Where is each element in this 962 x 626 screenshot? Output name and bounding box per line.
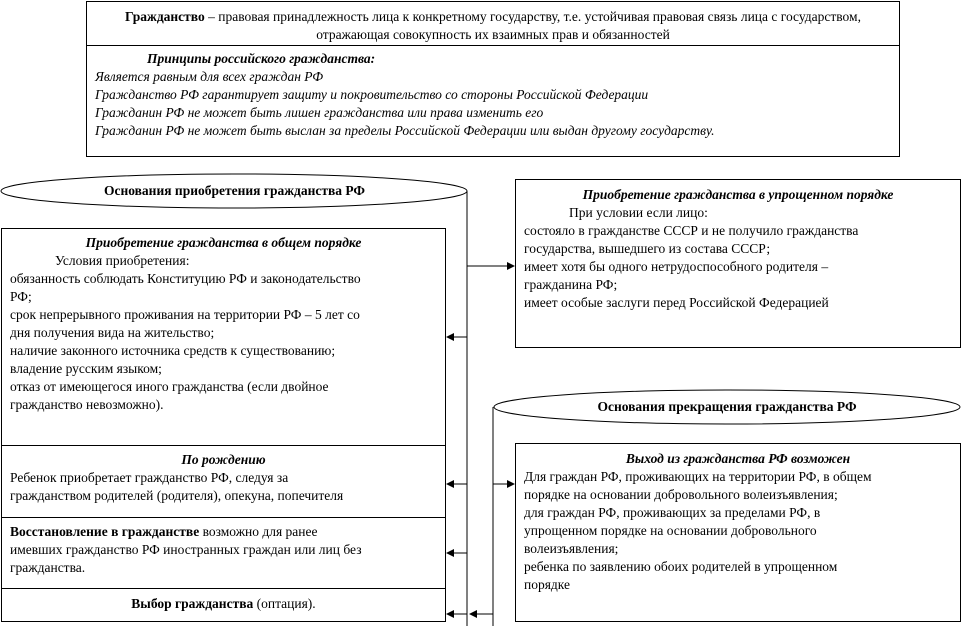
simplified-acquisition-box xyxy=(515,179,961,348)
birth-line: гражданством родителей (родителя), опекуна, попечителя xyxy=(10,488,344,503)
exit-line: волеизъявления; xyxy=(524,541,619,556)
simplified-line: государства, вышедшего из состава СССР; xyxy=(524,241,771,256)
general-line: срок непрерывного проживания на территории РФ – 5 лет со xyxy=(10,307,360,322)
general-acquisition-column xyxy=(1,228,446,622)
definition-term: Гражданство xyxy=(125,9,205,24)
restoration-title: Восстановление в гражданстве xyxy=(10,524,200,539)
acquisition-header: Основания приобретения гражданства РФ xyxy=(103,183,366,198)
simplified-line: имеет особые заслуги перед Российской Федерацией xyxy=(524,295,829,310)
simplified-line: гражданина РФ; xyxy=(524,277,618,292)
restoration-section xyxy=(2,518,445,589)
simplified-condition-label: При условии если лицо: xyxy=(569,205,708,220)
exit-title: Выход из гражданства РФ возможен xyxy=(625,451,851,466)
general-line: дня получения вида на жительство; xyxy=(10,325,215,340)
general-line: обязанность соблюдать Конституцию РФ и законодательство xyxy=(10,271,361,286)
general-title: Приобретение гражданства в общем порядке xyxy=(85,235,362,250)
birth-line: Ребенок приобретает гражданство РФ, следуя за xyxy=(10,470,289,485)
general-line: гражданство невозможно). xyxy=(10,397,164,412)
exit-line: порядке на основании добровольного волеизъявления; xyxy=(524,487,838,502)
definition-dash: – xyxy=(204,9,219,24)
choice-rest: (оптация). xyxy=(253,596,316,611)
exit-line: ребенка по заявлению обоих родителей в упрощенном xyxy=(524,559,838,574)
exit-citizenship-box xyxy=(515,443,961,622)
general-line: владение русским языком; xyxy=(10,361,162,376)
principles-list xyxy=(87,46,899,140)
general-line: отказ от имеющегося иного гражданства (если двойное xyxy=(10,379,329,394)
choice-section xyxy=(2,589,445,613)
general-line: наличие законного источника средств к существованию; xyxy=(10,343,336,358)
exit-line: для граждан РФ, проживающих за пределами РФ, в xyxy=(524,505,821,520)
general-line: РФ; xyxy=(10,289,32,304)
definition-text xyxy=(87,2,899,46)
definition-box xyxy=(86,1,900,157)
termination-header: Основания прекращения гражданства РФ xyxy=(597,399,857,414)
restoration-line: гражданства. xyxy=(10,560,86,575)
principle-item: Является равным для всех граждан РФ xyxy=(95,69,324,84)
general-procedure-section xyxy=(2,229,445,446)
simplified-line: состояло в гражданстве СССР и не получило гражданства xyxy=(524,223,859,238)
exit-line: упрощенном порядке на основании добровольного xyxy=(524,523,817,538)
principles-title: Принципы российского гражданства: xyxy=(147,51,376,66)
simplified-title: Приобретение гражданства в упрощенном порядке xyxy=(582,187,894,202)
principle-item: Гражданин РФ не может быть лишен гражданства или права изменить его xyxy=(95,105,544,120)
simplified-line: имеет хотя бы одного нетрудоспособного родителя – xyxy=(524,259,829,274)
general-conditions-label: Условия приобретения: xyxy=(55,253,190,268)
definition-body: правовая принадлежность лица к конкретному государству, т.е. устойчивая правовая связь лица с государством, отражающая совокупность их взаимных прав и обязанностей xyxy=(218,9,861,42)
principle-item: Гражданин РФ не может быть выслан за пределы Российской Федерации или выдан другому государству. xyxy=(95,123,715,138)
restoration-rest: возможно для ранее xyxy=(199,524,318,539)
birth-section xyxy=(2,446,445,518)
principle-item: Гражданство РФ гарантирует защиту и покровительство со стороны Российской Федерации xyxy=(95,87,649,102)
exit-line: порядке xyxy=(524,577,571,592)
restoration-line: имевших гражданство РФ иностранных граждан или лиц без xyxy=(10,542,362,557)
birth-title: По рождению xyxy=(181,452,266,467)
choice-title: Выбор гражданства xyxy=(131,596,254,611)
exit-line: Для граждан РФ, проживающих на территории РФ, в общем xyxy=(524,469,872,484)
